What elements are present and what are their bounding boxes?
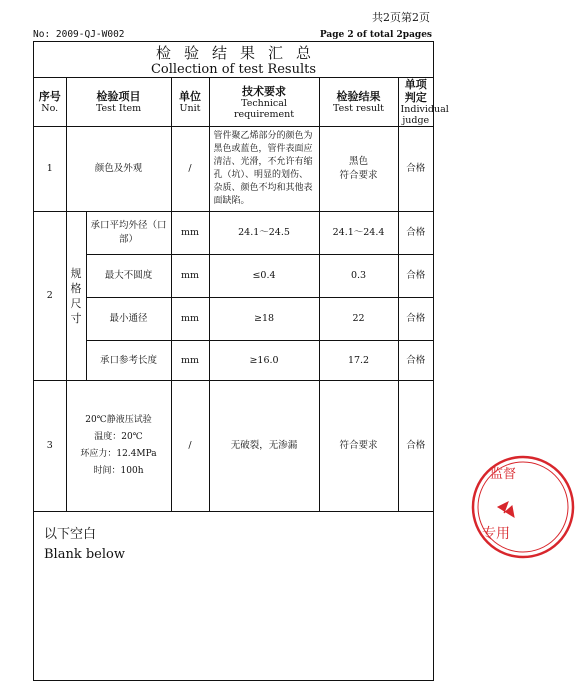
row3-item-line: 时间：100h: [93, 466, 144, 476]
row2-requirement: ≥16.0: [209, 341, 319, 381]
report-title: [34, 45, 433, 77]
col-no: 序号 No.: [34, 78, 66, 127]
row2-unit: mm: [171, 212, 209, 255]
row2-result: 24.1～24.4: [319, 212, 398, 255]
row2-unit: mm: [171, 341, 209, 381]
blank-below-cn: 以下空白: [44, 527, 97, 542]
row1-result-status: 符合要求: [339, 170, 378, 181]
table-row: [34, 212, 433, 255]
row2-item: 承口平均外径（口部）: [86, 212, 171, 255]
row1-result: [319, 127, 398, 212]
seal-mark: [473, 457, 573, 557]
row2-requirement: ≥18: [209, 298, 319, 341]
row2-requirement: ≤0.4: [209, 255, 319, 298]
blank-below-en: Blank below: [44, 547, 125, 562]
row2-result: 17.2: [319, 341, 398, 381]
row2-item: 最大不圆度: [86, 255, 171, 298]
row2-unit: mm: [171, 255, 209, 298]
row2-unit: mm: [171, 298, 209, 341]
results-table: [34, 77, 449, 512]
row3-item-line: 温度：20℃: [94, 432, 143, 442]
title-cn: 检验结果汇总: [155, 44, 324, 62]
row3-item-line: 环应力：12.4MPa: [80, 449, 157, 459]
table-row: [34, 341, 433, 381]
row1-requirement: 管件聚乙烯部分的颜色为黑色或蓝色，管件表面应清洁、光滑，不允许有缩孔（坑）、明显的划伤、杂质、颜色不均和其他表面缺陷。: [209, 127, 319, 212]
svg-text:监督: 监督: [490, 467, 517, 482]
row2-group: 规格尺寸: [66, 212, 86, 381]
col-req: 技术要求 Technical requirement: [209, 78, 319, 127]
report-number: No: 2009-QJ-W002: [33, 29, 125, 40]
row2-item: 承口参考长度: [86, 341, 171, 381]
col-judge: 单项判定 Individual judge: [398, 78, 433, 127]
row3-item: [66, 381, 171, 512]
row2-judge: 合格: [398, 298, 433, 341]
row3-requirement: 无破裂，无渗漏: [209, 381, 319, 512]
row3-judge: 合格: [398, 381, 433, 512]
table-row: [34, 298, 433, 341]
seal-stamp: [468, 452, 578, 562]
row2-no: 2: [34, 212, 66, 381]
report-frame: [33, 41, 449, 681]
row2-requirement: 24.1～24.5: [209, 212, 319, 255]
table-row: [34, 381, 433, 512]
table-row: [34, 255, 433, 298]
svg-text:专用: 专用: [482, 526, 510, 542]
row2-judge: 合格: [398, 255, 433, 298]
row2-result: 22: [319, 298, 398, 341]
row2-result: 0.3: [319, 255, 398, 298]
page-count-en: Page 2 of total 2pages: [319, 30, 432, 40]
row1-unit: /: [171, 127, 209, 212]
row1-result-color: 黑色: [349, 156, 369, 167]
header-row: [34, 78, 433, 127]
row2-judge: 合格: [398, 341, 433, 381]
table-row: [34, 127, 433, 212]
row1-item: 颜色及外观: [66, 127, 171, 212]
row3-no: 3: [34, 381, 66, 512]
col-unit: 单位 Unit: [171, 78, 209, 127]
row2-judge: 合格: [398, 212, 433, 255]
row3-item-line: 20℃静液压试验: [85, 415, 152, 425]
row1-no: 1: [34, 127, 66, 212]
page-count-cn: 共2页第2页: [372, 11, 430, 24]
blank-below-note: [44, 525, 125, 565]
col-item: 检验项目 Test Item: [66, 78, 171, 127]
row2-item: 最小通径: [86, 298, 171, 341]
row3-unit: /: [171, 381, 209, 512]
title-en: Collection of test Results: [150, 62, 317, 77]
row1-judge: 合格: [398, 127, 433, 212]
col-result: 检验结果 Test result: [319, 78, 398, 127]
row3-result: 符合要求: [319, 381, 398, 512]
